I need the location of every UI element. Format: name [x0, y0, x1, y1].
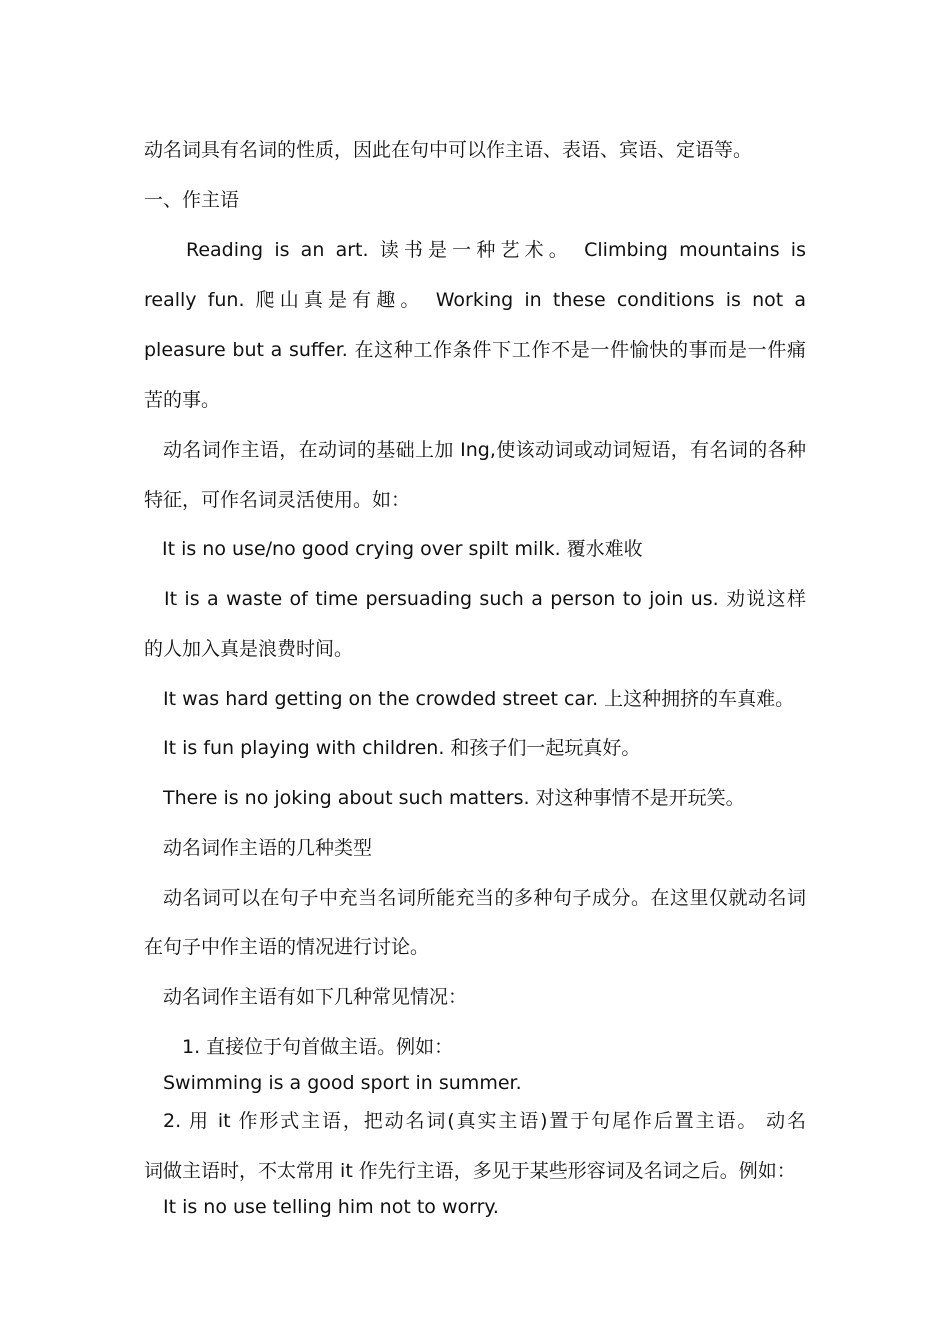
example-sentence: It is no use telling him not to worry.: [163, 1196, 499, 1218]
text-line: 词做主语时，不太常用 it 作先行主语，多见于某些形容词及名词之后。例如：: [144, 1160, 796, 1182]
example-sentence: There is no joking about such matters. 对这种事情不是开玩笑。: [163, 787, 745, 809]
example-sentence: It is no use/no good crying over spilt milk. 覆水难收: [162, 538, 643, 560]
list-item: 2. 用 it 作形式主语，把动名词(真实主语)置于句尾作后置主语。 动名: [163, 1110, 806, 1132]
text-line: 的人加入真是浪费时间。: [144, 638, 354, 660]
text-line: 特征，可作名词灵活使用。如：: [144, 489, 411, 511]
subheading: 动名词作主语的几种类型: [163, 837, 373, 859]
text-line: 苦的事。: [144, 389, 221, 411]
text-line: 在句子中作主语的情况进行讨论。: [144, 936, 430, 958]
text-line: 动名词具有名词的性质，因此在句中可以作主语、表语、宾语、定语等。: [144, 139, 753, 161]
text-line: Reading is an art. 读书是一种艺术。 Climbing mountains is: [186, 239, 806, 261]
example-sentence: It is a waste of time persuading such a person to join us. 劝说这样: [164, 588, 806, 610]
example-sentence: It was hard getting on the crowded street car. 上这种拥挤的车真难。: [163, 688, 795, 710]
example-sentence: Swimming is a good sport in summer.: [163, 1072, 522, 1094]
list-item: 1. 直接位于句首做主语。例如：: [182, 1036, 454, 1058]
section-heading: 一、作主语: [144, 189, 240, 211]
text-line: 动名词作主语，在动词的基础上加 Ing,使该动词或动词短语，有名词的各种: [163, 439, 806, 461]
text-line: really fun. 爬山真是有趣。 Working in these conditions is not a: [144, 289, 806, 311]
text-line: 动名词作主语有如下几种常见情况：: [163, 986, 468, 1008]
text-line: 动名词可以在句子中充当名词所能充当的多种句子成分。在这里仅就动名词: [163, 887, 806, 909]
example-sentence: It is fun playing with children. 和孩子们一起玩真好。: [163, 737, 641, 759]
text-line: pleasure but a suffer. 在这种工作条件下工作不是一件愉快的事而是一件痛: [144, 339, 806, 361]
